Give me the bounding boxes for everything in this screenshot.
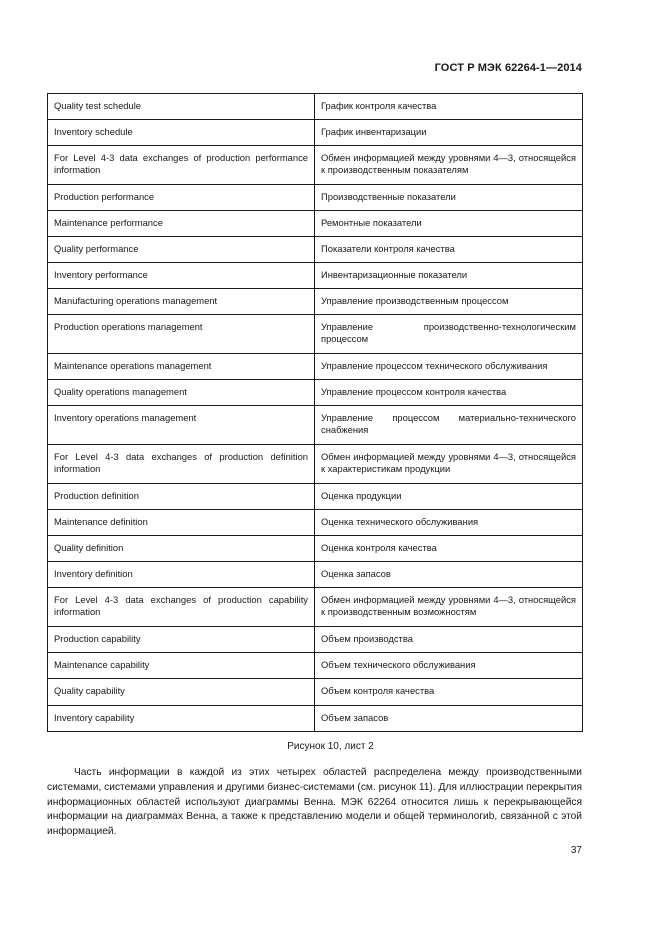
terms-table (47, 93, 583, 732)
table-row (48, 211, 583, 237)
term-russian: Управление производственно-технологическим процессом (315, 315, 583, 354)
term-english: Inventory performance (48, 263, 315, 289)
term-english: Manufacturing operations management (48, 289, 315, 315)
term-english: Quality performance (48, 237, 315, 263)
term-english: For Level 4-3 data exchanges of production performance information (48, 146, 315, 185)
table-row (48, 146, 583, 185)
term-english: Inventory capability (48, 706, 315, 732)
table-row (48, 653, 583, 679)
table-row (48, 588, 583, 627)
term-english: Production operations management (48, 315, 315, 354)
term-russian: Управление процессом материально-технического снабжения (315, 406, 583, 445)
body-paragraph: Часть информации в каждой из этих четырех областей распределена между производственными системами, системами управления и другими бизнес-системами (см. рисунок 11). Для иллюстрации перекрытия информационных областей используют диаграммы Венна. МЭК 62264 относится лишь к перекрывающейся информации на диаграммах Венна, а также к представлению модели и общей терминологиb, связанной с этой информацией. (47, 767, 582, 838)
term-english: Maintenance capability (48, 653, 315, 679)
table-row (48, 484, 583, 510)
term-english: Inventory definition (48, 562, 315, 588)
term-russian: Обмен информацией между уровнями 4—3, относящейся к производственным показателям (315, 146, 583, 185)
term-english: Production definition (48, 484, 315, 510)
table-row (48, 263, 583, 289)
term-russian: Оценка технического обслуживания (315, 510, 583, 536)
table-row (48, 562, 583, 588)
term-russian: Обмен информацией между уровнями 4—3, относящейся к производственным возможностям (315, 588, 583, 627)
term-russian: Обмен информацией между уровнями 4—3, относящейся к характеристикам продукции (315, 445, 583, 484)
table-row (48, 536, 583, 562)
page-number: 37 (570, 845, 582, 856)
term-english: Inventory schedule (48, 120, 315, 146)
term-english: Production performance (48, 185, 315, 211)
term-english: Maintenance definition (48, 510, 315, 536)
table-row (48, 185, 583, 211)
term-english: Quality operations management (48, 380, 315, 406)
term-russian: Управление процессом контроля качества (315, 380, 583, 406)
table-row (48, 406, 583, 445)
term-english: Quality definition (48, 536, 315, 562)
terms-table-body (48, 94, 583, 732)
term-russian: Ремонтные показатели (315, 211, 583, 237)
term-english: Quality capability (48, 679, 315, 706)
figure-caption: Рисунок 10, лист 2 (287, 741, 374, 752)
term-russian: Инвентаризационные показатели (315, 263, 583, 289)
table-row (48, 445, 583, 484)
table-row (48, 380, 583, 406)
table-row (48, 354, 583, 380)
term-russian: Объем запасов (315, 706, 583, 732)
term-russian: Показатели контроля качества (315, 237, 583, 263)
standard-header: ГОСТ Р МЭК 62264-1—2014 (434, 62, 582, 74)
table-row (48, 315, 583, 354)
term-russian: Производственные показатели (315, 185, 583, 211)
term-russian: График контроля качества (315, 94, 583, 120)
term-russian: Объем производства (315, 627, 583, 653)
table-row (48, 289, 583, 315)
table-row (48, 94, 583, 120)
term-english: Inventory operations management (48, 406, 315, 445)
term-english: Production capability (48, 627, 315, 653)
term-russian: Управление производственным процессом (315, 289, 583, 315)
term-russian: График инвентаризации (315, 120, 583, 146)
table-row (48, 627, 583, 653)
term-russian: Управление процессом технического обслуживания (315, 354, 583, 380)
table-row (48, 679, 583, 706)
term-russian: Оценка запасов (315, 562, 583, 588)
term-english: For Level 4-3 data exchanges of production definition information (48, 445, 315, 484)
table-row (48, 706, 583, 732)
table-row (48, 120, 583, 146)
table-row (48, 237, 583, 263)
term-english: Quality test schedule (48, 94, 315, 120)
term-english: For Level 4-3 data exchanges of production capability information (48, 588, 315, 627)
table-row (48, 510, 583, 536)
term-russian: Оценка контроля качества (315, 536, 583, 562)
term-russian: Объем контроля качества (315, 679, 583, 706)
term-russian: Оценка продукции (315, 484, 583, 510)
term-russian: Объем технического обслуживания (315, 653, 583, 679)
term-english: Maintenance operations management (48, 354, 315, 380)
term-english: Maintenance performance (48, 211, 315, 237)
